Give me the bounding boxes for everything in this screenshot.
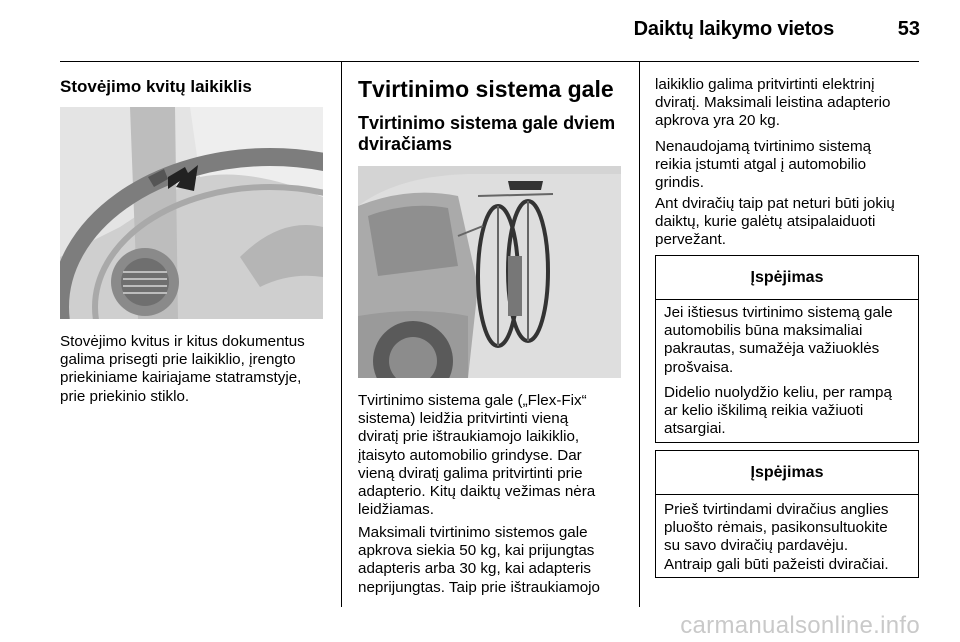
text-line: pluošto rėmais, pasikonsultuokite [664, 519, 888, 537]
text-line: apkrova yra 20 kg. [655, 112, 780, 130]
text-line: sistema) leidžia pritvirtinti vieną [358, 410, 569, 428]
text-line: neprijungtas. Taip prie ištraukiamojo [358, 578, 601, 596]
text-line: įtaisyto automobilio grindyse. Dar [358, 446, 582, 464]
text-line: Tvirtinimo sistema gale („Flex-Fix“ [358, 392, 587, 409]
text-line: reikia įstumti atgal į automobilio [655, 156, 867, 174]
warning-paragraph [664, 304, 910, 377]
text-line: atsargiai. [664, 420, 726, 438]
section-heading-rear-carrier: Tvirtinimo sistema gale [358, 76, 614, 102]
text-line: grindis. [655, 174, 704, 192]
col2-paragraph-2 [358, 524, 600, 597]
subheading-line: Tvirtinimo sistema gale dviem [358, 113, 616, 133]
warning-box-2 [655, 450, 919, 578]
text-line: vieną dviratį galima pritvirtinti prie [358, 464, 583, 482]
text-line: laikiklio galima pritvirtinti elektrinį [655, 76, 875, 93]
text-line: pakrautas, sumažėja važiuoklės [664, 340, 880, 358]
warning-body [656, 495, 918, 574]
subheading-line: dviračiams [358, 134, 453, 154]
text-line: Ant dviračių taip pat neturi būti jokių [655, 195, 895, 212]
text-line: Nenaudojamą tvirtinimo sistemą [655, 138, 872, 155]
col2-paragraph-1 [358, 392, 595, 519]
text-line: Didelio nuolydžio keliu, per rampą [664, 383, 892, 401]
text-line: Jei ištiesus tvirtinimo sistemą gale [664, 304, 893, 321]
text-line: prošvaisa. [664, 358, 734, 376]
col3-paragraph-1 [655, 76, 891, 131]
col1-paragraph [60, 333, 305, 406]
text-line: adapteris arba 30 kg, kai adapteris [358, 560, 592, 578]
text-line: leidžiamas. [358, 501, 434, 519]
text-line: dviratį. Maksimali leistina adapterio [655, 94, 891, 112]
text-line: Antraip gali būti pažeisti dviračiai. [664, 555, 889, 573]
column-divider-2 [639, 62, 640, 607]
watermark: carmanualsonline.info [680, 612, 920, 639]
column-divider-1 [341, 62, 342, 607]
text-line: Stovėjimo kvitus ir kitus dokumentus [60, 333, 305, 350]
text-line: Prieš tvirtindami dviračius anglies [664, 501, 889, 518]
text-line: ar kelio iškilimą reikia važiuoti [664, 402, 864, 420]
page-number: 53 [897, 18, 920, 40]
text-line: Maksimali tvirtinimo sistemos gale [358, 524, 588, 541]
section-heading-parking-ticket-holder: Stovėjimo kvitų laikiklis [60, 77, 252, 96]
text-line: daiktų, kurie galėtų atsipalaiduoti [655, 213, 876, 231]
page-header-title: Daiktų laikymo vietos [633, 18, 834, 40]
warning-paragraph [664, 384, 910, 439]
dashboard-illustration [60, 107, 323, 319]
dashboard-photo [60, 107, 323, 319]
text-line: adapterio. Kitų daiktų vežimas nėra [358, 483, 596, 501]
col3-paragraph-2 [655, 138, 871, 193]
text-line: apkrova siekia 50 kg, kai prijungtas [358, 542, 595, 560]
warning-paragraph [664, 501, 910, 574]
col3-paragraph-3 [655, 195, 895, 250]
text-line: prie priekinio stiklo. [60, 387, 190, 405]
warning-body [656, 300, 918, 438]
text-line: dviratį prie ištraukiamojo laikiklio, [358, 428, 580, 446]
warning-title: Įspėjimas [656, 256, 918, 300]
text-line: su savo dviračių pardavėju. [664, 537, 849, 555]
bicycle-carrier-photo [358, 166, 621, 378]
warning-title: Įspėjimas [656, 451, 918, 495]
warning-box-1 [655, 255, 919, 443]
bicycle-carrier-illustration [358, 166, 621, 378]
text-line: priekiniame kairiajame statramstyje, [60, 369, 302, 387]
subheading-two-bikes [358, 113, 615, 155]
text-line: automobilis būna maksimaliai [664, 322, 863, 340]
header-rule [60, 61, 919, 62]
text-line: pervežant. [655, 231, 726, 249]
text-line: galima prisegti prie laikiklio, įrengto [60, 351, 296, 369]
